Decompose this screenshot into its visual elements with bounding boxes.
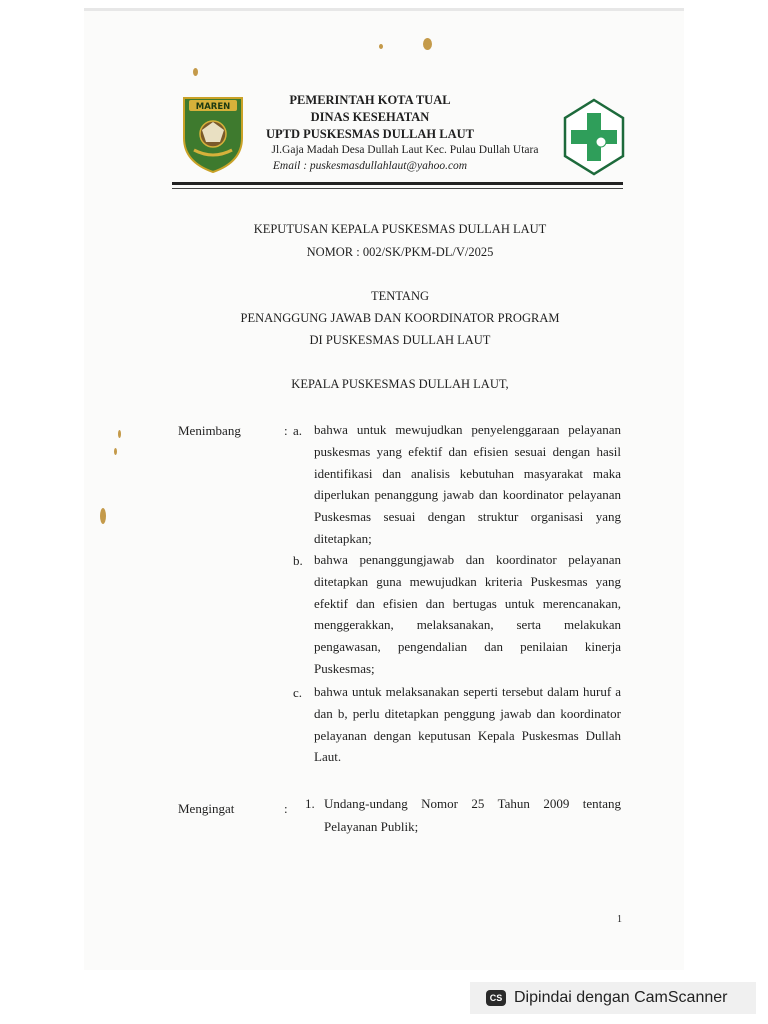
letterhead-government: PEMERINTAH KOTA TUAL [289, 93, 451, 107]
menimbang-colon: : [284, 423, 288, 438]
mengingat-colon: : [284, 801, 288, 816]
camscanner-watermark [470, 982, 756, 1014]
stain-spot [118, 430, 121, 438]
camscanner-icon: CS [486, 990, 506, 1006]
stain-spot [114, 448, 117, 455]
stain-spot [100, 508, 106, 524]
puskesmas-logo [563, 98, 625, 176]
scan-edge [84, 8, 684, 11]
letterhead-unit: UPTD PUSKESMAS DULLAH LAUT [265, 127, 474, 141]
subject-line-1: PENANGGUNG JAWAB DAN KOORDINATOR PROGRAM [240, 311, 560, 325]
item-marker-b: b. [293, 553, 303, 568]
stain-spot [379, 44, 383, 49]
page-number: 1 [617, 914, 622, 925]
mengingat-item-1: Undang-undang Nomor 25 Tahun 2009 tentang Pelayanan Publik; [324, 796, 621, 834]
authority-heading: KEPALA PUSKESMAS DULLAH LAUT, [291, 377, 509, 391]
item-marker-c: c. [293, 685, 303, 700]
decree-number: NOMOR : 002/SK/PKM-DL/V/2025 [306, 245, 494, 259]
menimbang-item-c: bahwa untuk melaksanakan seperti tersebut dalam huruf a dan b, perlu ditetapkan penggung jawab dan koordinator pelayanan dengan keputusan Kepala Puskesmas Dullah Laut. [314, 684, 621, 765]
item-marker-1: 1. [305, 796, 315, 811]
letterhead-department: DINAS KESEHATAN [310, 110, 430, 124]
emblem-text: MAREN [195, 102, 231, 112]
camscanner-text: Dipindai dengan CamScanner [514, 989, 728, 1006]
stain-spot [193, 68, 198, 76]
about-heading: TENTANG [370, 289, 429, 303]
letterhead-email: Email : puskesmasdullahlaut@yahoo.com [272, 160, 468, 172]
header-rule-thick [172, 182, 623, 185]
decree-title: KEPUTUSAN KEPALA PUSKESMAS DULLAH LAUT [253, 222, 547, 236]
header-rule-thin [172, 188, 623, 189]
letterhead-address: Jl.Gaja Madah Desa Dullah Laut Kec. Pulau Dullah Utara [271, 144, 539, 156]
mengingat-label: Mengingat [178, 801, 235, 816]
menimbang-item-a: bahwa untuk mewujudkan penyelenggaraan pelayanan puskesmas yang efektif dan efisien sesuai dengan hasil identifikasi dan analisis kebutuhan masyarakat maka diperlukan penanggung jawab dan koordinator pelayanan Puskesmas sesuai dengan struktur organisasi yang ditetapkan; [314, 422, 621, 546]
item-marker-a: a. [293, 423, 303, 438]
subject-line-2: DI PUSKESMAS DULLAH LAUT [309, 333, 491, 347]
menimbang-item-b: bahwa penanggungjawab dan koordinator pelayanan ditetapkan guna mewujudkan kriteria Puskesmas yang efektif dan efisien dan bertugas untuk merencanakan, menggerakkan, melaksanakan, serta melakukan pengawasan, pengendalian dan penilaian kinerja Puskesmas; [314, 552, 621, 676]
stain-spot [423, 38, 432, 50]
menimbang-label: Menimbang [178, 423, 241, 438]
